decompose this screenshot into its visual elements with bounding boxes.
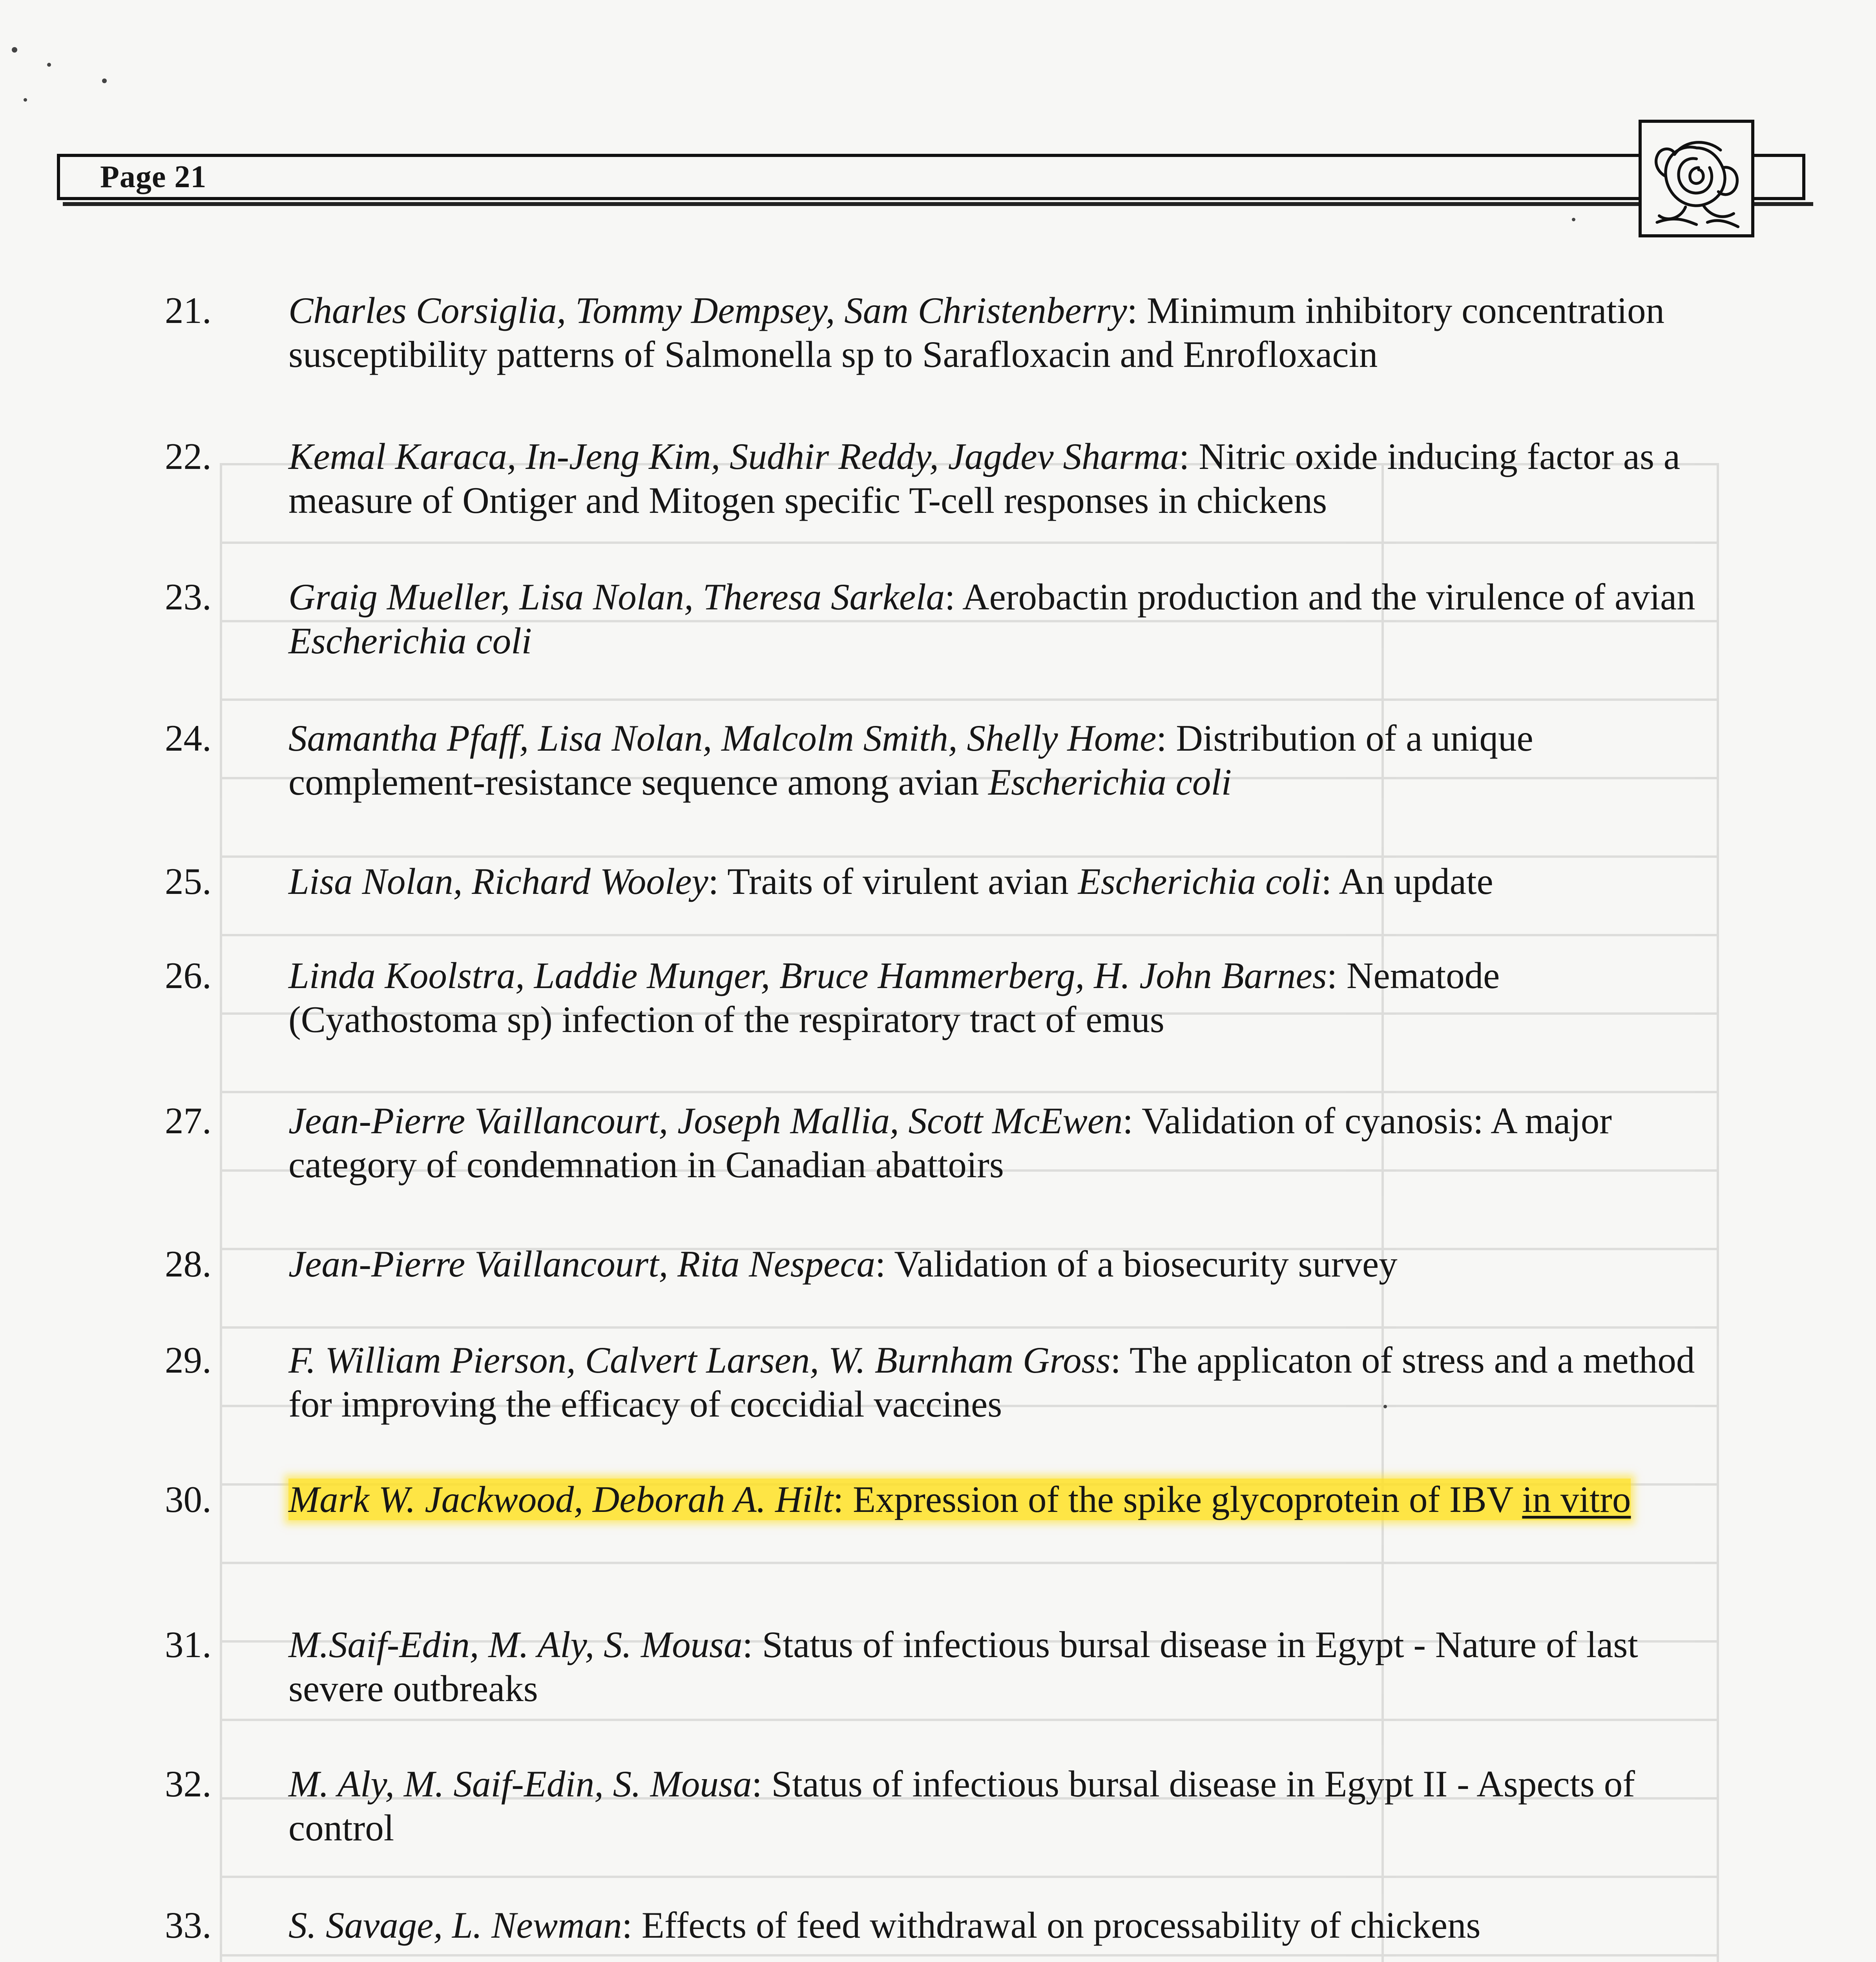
entry-number: 30. [165,1479,212,1520]
entry-text [288,1242,1709,1286]
entry-title-underlined: in vitro [1522,1479,1631,1520]
entry-title: : Status of infectious bursal disease in Egypt II - Aspects of control [288,1763,1635,1849]
entry-text [288,1477,1709,1521]
entry-text [288,1762,1709,1850]
entry-title-end: : An update [1321,861,1493,902]
bleed-line [220,1562,1719,1564]
bleed-line [220,698,1719,701]
entry-number: 29. [165,1339,212,1381]
entry-authors: Graig Mueller, Lisa Nolan, Theresa Sarkela [288,576,945,618]
entry-authors: Charles Corsiglia, Tommy Dempsey, Sam Christenberry [288,290,1127,331]
entry-number: 24. [165,717,212,759]
entry-number: 31. [165,1624,212,1665]
entry-title: : Distribution of a unique complement-resistance sequence among avian [288,717,1533,803]
bleed-line [220,463,222,1962]
entry-title: : Validation of cyanosis: A major category of condemnation in Canadian abattoirs [288,1100,1612,1185]
entry-text [288,716,1709,804]
entry-text [288,859,1709,903]
entry-authors: Mark W. Jackwood, Deborah A. Hilt [288,1479,833,1520]
entry-title: : Aerobactin production and the virulence of avian [945,576,1695,618]
entry-title: : Effects of feed withdrawal on processability of chickens [622,1904,1481,1946]
bleed-line [220,1091,1719,1093]
entry-authors: Samantha Pfaff, Lisa Nolan, Malcolm Smith, Shelly Home [288,717,1157,759]
entry-authors: Kemal Karaca, In-Jeng Kim, Sudhir Reddy, Jagdev Sharma [288,436,1179,477]
entry-title: : Validation of a biosecurity survey [875,1243,1398,1285]
entry-authors: Linda Koolstra, Laddie Munger, Bruce Hammerberg, H. John Barnes [288,955,1327,996]
entry-text [288,288,1709,376]
entry-title: : Status of infectious bursal disease in Egypt - Nature of last severe outbreaks [288,1624,1638,1709]
bleed-line [220,855,1719,858]
entry-authors: M.Saif-Edin, M. Aly, S. Mousa [288,1624,743,1665]
highlight-mark [288,1479,1631,1520]
bleed-line [220,1719,1719,1721]
entry-title: : Nematode (Cyathostoma sp) infection of the respiratory tract of emus [288,955,1500,1040]
entry-number: 33. [165,1904,212,1946]
entry-text [288,1903,1709,1947]
page-header [57,154,1805,200]
entry-number: 22. [165,436,212,477]
entry-authors: M. Aly, M. Saif-Edin, S. Mousa [288,1763,752,1805]
entry-number: 32. [165,1763,212,1805]
entry-authors: Lisa Nolan, Richard Wooley [288,861,708,902]
entry-number: 23. [165,576,212,618]
scan-speck [102,78,107,83]
bleed-line [1717,463,1719,1962]
bleed-line [220,542,1719,544]
entry-text [288,1338,1709,1426]
entry-title: : Minimum inhibitory concentration susceptibility patterns of Salmonella sp to Sarafloxacin and Enrofloxacin [288,290,1665,375]
bleed-through-table [220,463,1719,1962]
entry-text [288,954,1709,1041]
entry-title-italic: Escherichia coli [988,761,1232,803]
scan-speck [24,98,27,102]
entry-text [288,1099,1709,1187]
entry-authors: F. William Pierson, Calvert Larsen, W. Burnham Gross [288,1339,1111,1381]
entry-title-italic: Escherichia coli [288,620,532,662]
entry-text [288,434,1709,522]
entry-text [288,575,1709,663]
bleed-line [220,1326,1719,1329]
scan-speck [12,47,17,53]
entry-number: 28. [165,1243,212,1285]
entry-title-italic: Escherichia coli [1078,861,1321,902]
entry-title: : The applicaton of stress and a method for improving the efficacy of coccidial vaccines [288,1339,1695,1425]
entry-number: 26. [165,955,212,996]
scan-speck [47,63,51,67]
entry-number: 27. [165,1100,212,1141]
scan-speck [1383,1405,1387,1408]
entry-authors: S. Savage, L. Newman [288,1904,622,1946]
entry-authors: Jean-Pierre Vaillancourt, Rita Nespeca [288,1243,875,1285]
page-number: Page 21 [100,160,207,194]
entry-number: 21. [165,290,212,331]
entry-title: : Traits of virulent avian [708,861,1078,902]
bleed-line [220,1954,1719,1957]
bleed-line [1381,463,1384,1962]
rose-icon [1639,120,1754,237]
entry-number: 25. [165,861,212,902]
bleed-line [220,1876,1719,1878]
scan-speck [1572,218,1575,221]
entry-title: : Nitric oxide inducing factor as a measure of Ontiger and Mitogen specific T-cell responses in chickens [288,436,1680,521]
header-shadow [63,202,1813,206]
entry-text [288,1623,1709,1710]
entry-title: : Expression of the spike glycoprotein of IBV [833,1479,1522,1520]
entry-authors: Jean-Pierre Vaillancourt, Joseph Mallia, Scott McEwen [288,1100,1123,1141]
bleed-line [220,934,1719,936]
